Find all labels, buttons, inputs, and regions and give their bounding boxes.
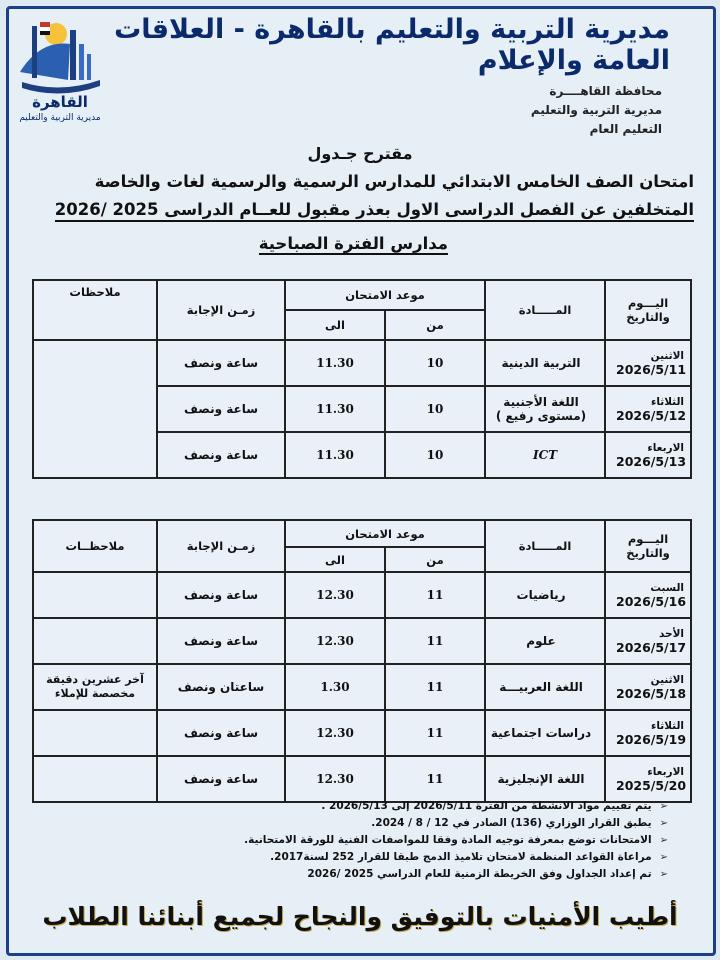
to-cell: 12.30 [285, 756, 385, 802]
subject-cell: اللغة الإنجليزية [485, 756, 605, 802]
note-text: يتم تقييم مواد الانشطة من الفترة 2026/5/11 إلى 2026/5/13 . [321, 800, 652, 812]
cairo-directorate-logo [10, 10, 110, 122]
duration-cell: ساعة ونصف [157, 432, 285, 478]
arrow-bullet-icon: ➢ [659, 835, 668, 846]
proposal-heading: مقترح جـدول [307, 144, 413, 163]
morning-shift-label: مدارس الفترة الصباحية [258, 234, 448, 253]
exam-date: 2026/5/18 [616, 685, 687, 701]
from-cell: 11 [385, 618, 485, 664]
exam-title-line: امتحان الصف الخامس الابتدائي للمدارس الرسمية والرسمية لغات والخاصة [94, 172, 694, 191]
footer-wishes: أطيب الأمنيات بالتوفيق والنجاح لجميع أبنائنا الطلاب [42, 902, 678, 931]
table-row [33, 572, 691, 618]
from-cell: 10 [385, 386, 485, 432]
exam-date: 2026/5/19 [616, 731, 687, 747]
schedule-table-1 [32, 279, 692, 479]
notes-cell [33, 710, 157, 756]
list-item [244, 798, 668, 815]
subject-cell: رياضيات [485, 572, 605, 618]
duration-cell: ساعتان ونصف [157, 664, 285, 710]
exam-date: 2025/5/20 [616, 777, 687, 793]
header-exam-time: موعد الامتحان [285, 520, 485, 547]
duration-cell: ساعة ونصف [157, 618, 285, 664]
to-cell: 11.30 [285, 432, 385, 478]
page-banner-title: مديرية التربية والتعليم بالقاهرة - العلاقات العامة والإعلام [114, 14, 670, 76]
to-cell: 12.30 [285, 710, 385, 756]
logo-subtext: مديرية التربية والتعليم [19, 113, 101, 122]
duration-cell: ساعة ونصف [157, 340, 285, 386]
arrow-bullet-icon: ➢ [659, 818, 668, 829]
header-to: الى [285, 310, 385, 340]
org-line-general-education: التعليم العام [589, 122, 662, 136]
org-line-directorate: مديرية التربية والتعليم [530, 103, 662, 117]
duration-cell: ساعة ونصف [157, 572, 285, 618]
day-name: الثلاثاء [650, 719, 685, 732]
note-text: مراعاة القواعد المنظمة لامتحان تلاميذ الدمج طبقا للقرار 252 لسنة2017. [270, 851, 652, 863]
header-day-date: اليـــوم والتاريخ [605, 280, 691, 340]
from-cell: 11 [385, 572, 485, 618]
header-duration: زمـن الإجابة [157, 520, 285, 572]
notes-cell [33, 340, 157, 478]
exam-date: 2026/5/13 [616, 453, 687, 469]
exam-date: 2026/5/16 [616, 593, 687, 609]
from-cell: 10 [385, 340, 485, 386]
arrow-bullet-icon: ➢ [659, 801, 668, 812]
arrow-bullet-icon: ➢ [659, 852, 668, 863]
logo-text: القاهرة [32, 93, 88, 111]
duration-cell: ساعة ونصف [157, 756, 285, 802]
header-duration: زمـن الإجابة [157, 280, 285, 340]
subject-cell: علوم [485, 618, 605, 664]
subject-cell: اللغة الأجنبية (مستوى رفيع ) [485, 386, 605, 432]
note-text: يطبق القرار الوزاري (136) الصادر في 12 / 8 / 2024. [371, 817, 652, 829]
list-item [244, 849, 668, 866]
day-name: الاربعاء [647, 765, 685, 778]
organization-block [531, 82, 662, 139]
exam-subtitle-line: المتخلفين عن الفصل الدراسى الاول بعذر مقبول للعــام الدراسى 2025 /2026 [55, 200, 694, 222]
list-item [244, 866, 668, 883]
from-cell: 10 [385, 432, 485, 478]
notes-cell [33, 618, 157, 664]
header-day-date: اليـــوم والتاريخ [605, 520, 691, 572]
from-cell: 11 [385, 756, 485, 802]
to-cell: 12.30 [285, 618, 385, 664]
exam-date: 2026/5/12 [616, 407, 687, 423]
exam-date: 2026/5/11 [616, 361, 687, 377]
exam-date: 2026/5/17 [616, 639, 687, 655]
duration-cell: ساعة ونصف [157, 710, 285, 756]
header-subject: المـــــادة [485, 280, 605, 340]
subject-cell: التربية الدينية [485, 340, 605, 386]
to-cell: 12.30 [285, 572, 385, 618]
header-from: من [385, 547, 485, 572]
notes-cell: آخر عشرين دقيقة مخصصة للإملاء [33, 664, 157, 710]
arrow-bullet-icon: ➢ [659, 869, 668, 880]
day-name: الاثنين [650, 349, 685, 362]
org-line-governorate: محافظة القاهــــرة [549, 84, 662, 98]
schedule-table-2 [32, 519, 692, 803]
subject-cell: دراسات اجتماعية [485, 710, 605, 756]
table-row [33, 340, 691, 386]
duration-cell: ساعة ونصف [157, 386, 285, 432]
day-name: الاثنين [650, 673, 685, 686]
to-cell: 11.30 [285, 340, 385, 386]
notes-list [244, 798, 668, 883]
header-exam-time: موعد الامتحان [285, 280, 485, 310]
table-row [33, 664, 691, 710]
notes-cell [33, 572, 157, 618]
day-name: السبت [650, 581, 685, 594]
subject-cell: ICT [485, 432, 605, 478]
list-item [244, 832, 668, 849]
header-notes: ملاحظات [33, 280, 157, 340]
day-name: الثلاثاء [650, 395, 685, 408]
subject-cell: اللغة العربيـــة [485, 664, 605, 710]
note-text: الامتحانات توضع بمعرفة توجيه المادة وفقا للمواصفات الفنية للورقة الامتحانية. [244, 834, 652, 846]
day-name: الأحد [658, 627, 685, 640]
from-cell: 11 [385, 664, 485, 710]
table-row [33, 710, 691, 756]
note-text: تم إعداد الجداول وفق الخريطة الزمنية للعام الدراسي 2025 /2026 [307, 868, 652, 880]
header-to: الى [285, 547, 385, 572]
day-name: الاربعاء [647, 441, 685, 454]
to-cell: 11.30 [285, 386, 385, 432]
table-row [33, 756, 691, 802]
header-notes: ملاحظــات [33, 520, 157, 572]
from-cell: 11 [385, 710, 485, 756]
list-item [244, 815, 668, 832]
header-subject: المـــــادة [485, 520, 605, 572]
table-row [33, 618, 691, 664]
to-cell: 1.30 [285, 664, 385, 710]
notes-cell [33, 756, 157, 802]
header-from: من [385, 310, 485, 340]
